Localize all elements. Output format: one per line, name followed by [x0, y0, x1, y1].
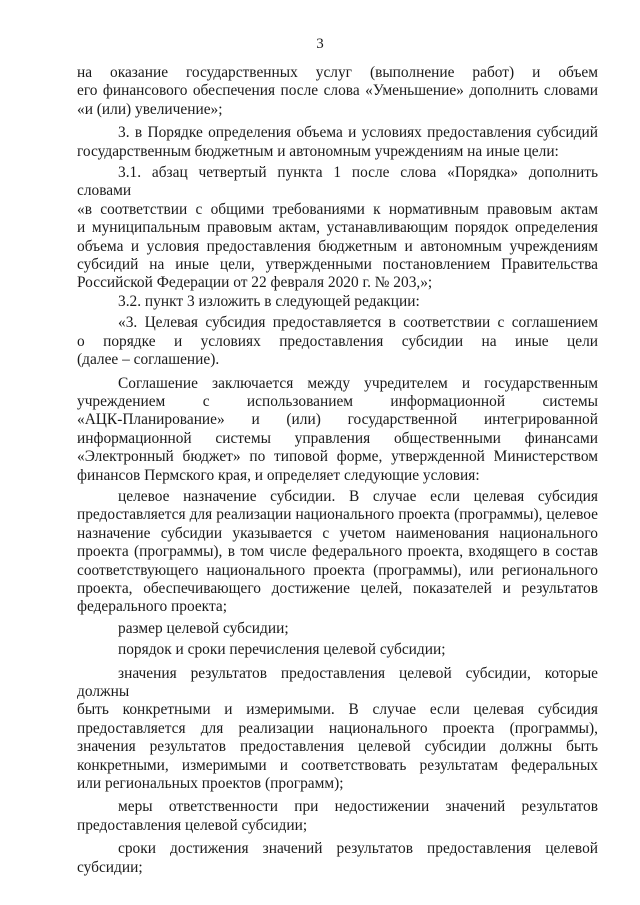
paragraph	[77, 124, 598, 161]
text-line: «Электронный бюджет» по типовой форме, утвержденной Министерством	[77, 448, 598, 466]
text-line: быть конкретными и измеримыми. В случае если целевая субсидия	[77, 701, 598, 719]
text-line: или региональных проектов (программ);	[77, 775, 344, 793]
paragraph	[77, 64, 598, 119]
paragraph	[77, 375, 598, 485]
text-line: «в соответствии с общими требованиями к нормативным правовым актам	[77, 200, 598, 218]
paragraph	[77, 641, 598, 659]
text-line: значения результатов предоставления целевой субсидии должны быть	[77, 738, 598, 756]
paragraph	[77, 665, 598, 794]
paragraph	[77, 293, 598, 311]
text-line: целевое назначение субсидии. В случае если целевая субсидия	[118, 487, 598, 505]
page-number: 3	[316, 36, 324, 52]
text-line: его финансового обеспечения после слова «Уменьшение» дополнить словами	[77, 82, 598, 100]
paragraph	[77, 488, 598, 617]
text-line: значения результатов предоставления целевой субсидии, которые должны	[77, 664, 598, 700]
text-line: Российской Федерации от 22 февраля 2020 г. № 203,»;	[77, 274, 433, 292]
text-line: федерального проекта;	[77, 598, 227, 616]
text-line: и муниципальным правовым актам, устанавливающим порядок определения	[77, 219, 598, 237]
document-body	[77, 64, 598, 877]
text-line: на оказание государственных услуг (выполнение работ) и объем	[77, 64, 598, 81]
text-line: Соглашение заключается между учредителем и государственным	[118, 374, 598, 392]
text-line: 3.2. пункт 3 изложить в следующей редакции:	[118, 292, 420, 310]
text-line: предоставляется для реализации национального проекта (программы),	[77, 719, 598, 737]
text-line: соответствующего национального проекта (программы), или регионального	[77, 561, 598, 579]
text-line: информационной системы управления общественными финансами	[77, 429, 598, 447]
text-line: 3.1. абзац четвертый пункта 1 после слова «Порядка» дополнить словами	[77, 164, 598, 200]
paragraph	[77, 164, 598, 293]
text-line: проекта (программы), в том числе федерального проекта, входящего в состав	[77, 543, 598, 561]
text-line: порядок и сроки перечисления целевой субсидии;	[118, 641, 446, 659]
text-line: субсидии;	[77, 858, 143, 876]
text-line: (далее – соглашение).	[77, 351, 220, 369]
text-line: размер целевой субсидии;	[118, 619, 289, 637]
text-line: «3. Целевая субсидия предоставляется в соответствии с соглашением	[118, 314, 598, 332]
text-line: государственным бюджетным и автономным учреждениям на иные цели:	[77, 142, 559, 160]
text-line: предоставления целевой субсидии;	[77, 816, 308, 834]
text-line: проекта, обеспечивающего достижение целей, показателей и результатов	[77, 579, 598, 597]
paragraph	[77, 840, 598, 877]
text-line: объема и условия предоставления бюджетным и автономным учреждениям	[77, 237, 598, 255]
text-line: 3. в Порядке определения объема и условиях предоставления субсидий	[118, 124, 598, 142]
text-line: финансов Пермского края, и определяет следующие условия:	[77, 466, 480, 484]
text-line: о порядке и условиях предоставления субсидии на иные цели	[77, 332, 598, 350]
text-line: назначение субсидии указывается с учетом наименования национального	[77, 524, 598, 542]
text-line: «и (или) увеличение»;	[77, 100, 223, 118]
paragraph	[77, 314, 598, 369]
text-line: меры ответственности при недостижении значений результатов	[118, 798, 598, 816]
text-line: предоставляется для реализации национального проекта (программы), целевое	[77, 506, 598, 524]
paragraph	[77, 620, 598, 638]
text-line: субсидий на иные цели, утвержденными постановлением Правительства	[77, 256, 598, 274]
paragraph	[77, 798, 598, 835]
text-line: учреждением с использованием информационной системы	[77, 392, 598, 410]
text-line: «АЦК-Планирование» и (или) государственной интегрированной	[77, 411, 598, 429]
text-line: сроки достижения значений результатов предоставления целевой	[118, 840, 598, 858]
text-line: конкретными, измеримыми и соответствовать результатам федеральных	[77, 756, 598, 774]
